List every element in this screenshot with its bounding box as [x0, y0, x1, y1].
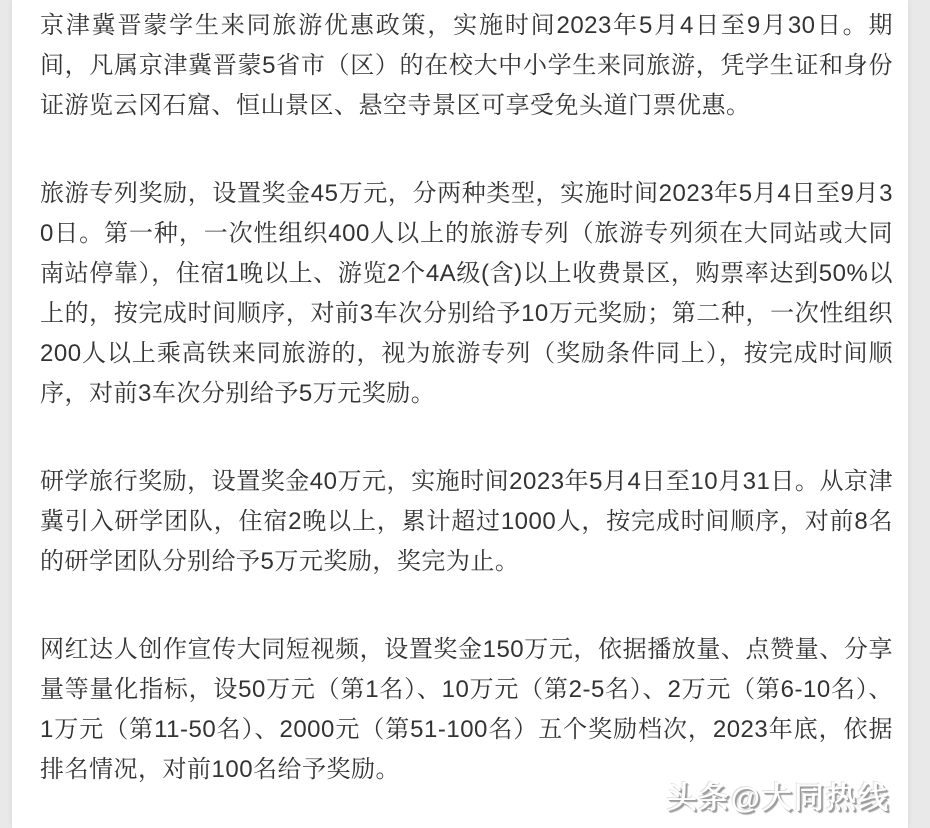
article-paragraph-student-discount: 京津冀晋蒙学生来同旅游优惠政策，实施时间2023年5月4日至9月30日。期间，凡属京津冀晋蒙5省市（区）的在校大中小学生来同旅游，凭学生证和身份证游览云冈石窟、恒山景区、悬空寺景区可享受免头道门票优惠。: [40, 12, 893, 119]
article-paragraph-study-tour-reward: 研学旅行奖励，设置奖金40万元，实施时间2023年5月4日至10月31日。从京津冀引入研学团队，住宿2晚以上，累计超过1000人，按完成时间顺序，对前8名的研学团队分别给予5万元奖励，奖完为止。: [40, 468, 893, 575]
article-paragraph-short-video-reward: 网红达人创作宣传大同短视频，设置奖金150万元，依据播放量、点赞量、分享量等量化指标，设50万元（第1名）、10万元（第2-5名）、2万元（第6-10名）、1万元（第11-50名）、2000元（第51-100名）五个奖励档次，2023年底，依据排名情况，对前100名给予奖励。: [40, 636, 893, 783]
toutiao-watermark: 头条@大同热线: [666, 782, 890, 815]
article-card: [12, 0, 908, 828]
article-body: [40, 6, 893, 790]
article-paragraph-train-reward: 旅游专列奖励，设置奖金45万元，分两种类型，实施时间2023年5月4日至9月30日。第一种，一次性组织400人以上的旅游专列（旅游专列须在大同站或大同南站停靠），住宿1晚以上、游览2个4A级(含)以上收费景区，购票率达到50%以上的，按完成时间顺序，对前3车次分别给予10万元奖励；第二种，一次性组织200人以上乘高铁来同旅游的，视为旅游专列（奖励条件同上），按完成时间顺序，对前3车次分别给予5万元奖励。: [40, 180, 893, 407]
